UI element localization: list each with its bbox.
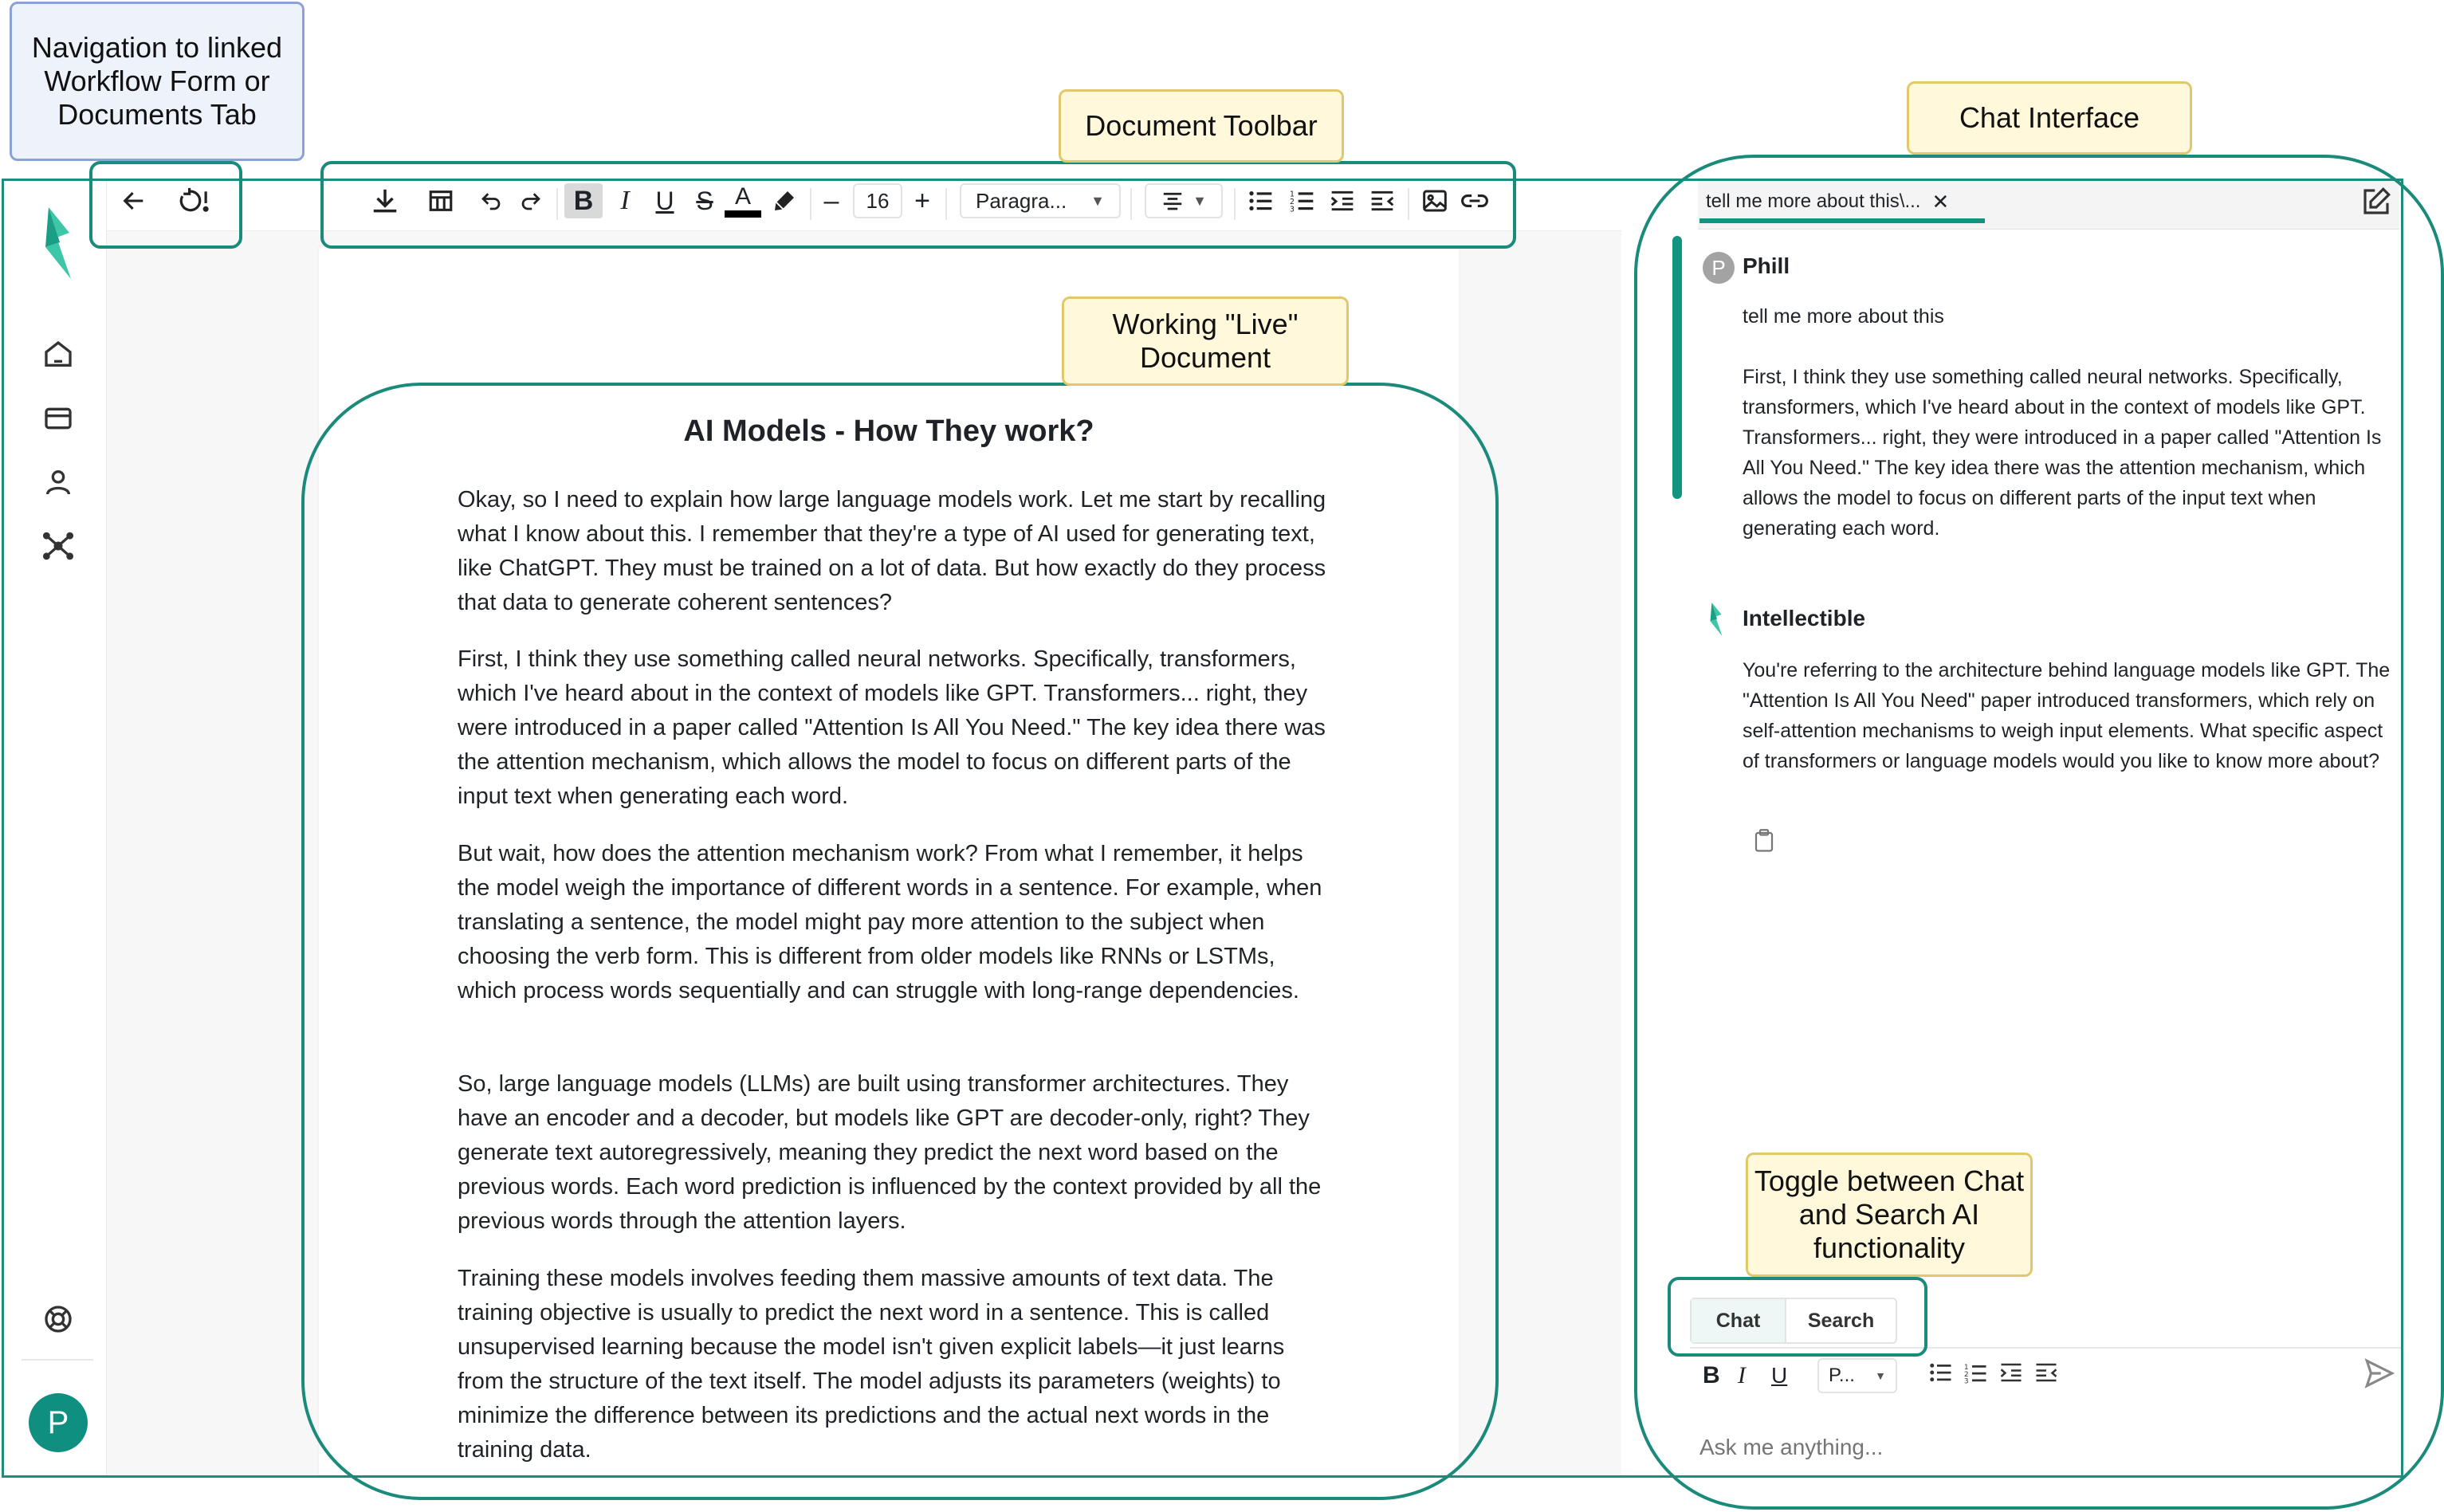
nav-callout: Navigation to linked Workflow Form or Documents Tab: [10, 2, 305, 161]
redo-button[interactable]: [513, 183, 548, 218]
close-icon[interactable]: ✕: [1931, 189, 1950, 214]
toolbar-callout: Document Toolbar: [1059, 89, 1344, 163]
card-icon[interactable]: [36, 396, 81, 441]
chevron-down-icon: ▼: [1090, 192, 1105, 209]
svg-text:3: 3: [1290, 205, 1295, 213]
assistant-logo-icon: [1706, 603, 1728, 638]
composer-italic-button[interactable]: I: [1738, 1362, 1746, 1388]
user-message-line: tell me more about this: [1743, 305, 1944, 328]
outdent-button[interactable]: [1365, 183, 1400, 218]
send-button[interactable]: [2363, 1357, 2399, 1393]
italic-button[interactable]: I: [620, 186, 630, 215]
underline-button[interactable]: U: [655, 186, 674, 215]
composer-bold-button[interactable]: B: [1703, 1362, 1720, 1388]
chevron-down-icon: ▼: [1193, 192, 1207, 209]
highlight-button[interactable]: [767, 183, 802, 218]
toggle-callout: Toggle between Chat and Search AI functionality: [1746, 1153, 2033, 1277]
document-paragraph[interactable]: Training these models involves feeding them massive amounts of text data. The training objective is usually to predict the next word in a sentence. This is called unsupervised learning because the model isn't given explicit labels—it just learns from the structure of the text itself. The model adjusts its parameters (weights) to minimize the difference between its predictions and the actual next words in the training data.: [458, 1266, 1285, 1463]
document-paragraph[interactable]: So, large language models (LLMs) are built using transformer architectures. They have an encoder and a decoder, but models like GPT are decoder-only, right? They generate text autoregressively, meaning they predict the next word based on the previous words. Each word prediction is influenced by the context provided by all the previous words through the attention layers.: [458, 1071, 1322, 1234]
toolbar-divider: [1408, 188, 1409, 220]
composer-underline-button[interactable]: U: [1771, 1363, 1788, 1388]
copy-button[interactable]: [1754, 829, 1778, 854]
left-sidebar: [4, 181, 107, 1475]
document-paragraph[interactable]: But wait, how does the attention mechanism work? From what I remember, it helps the model weigh the importance of different words in a sentence. For example, when translating a sentence, the model might pay more attention to the subject when choosing the verb form. This is different from older models like RNNs or LSTMs, which process words sequentially and can struggle with long-range dependencies.: [458, 841, 1322, 1003]
revert-alert-button[interactable]: [174, 183, 212, 218]
composer-indent-button[interactable]: [1999, 1362, 2028, 1389]
indent-button[interactable]: [1325, 183, 1360, 218]
chat-session-tab[interactable]: [1699, 185, 1985, 223]
composer-outdent-button[interactable]: [2034, 1362, 2063, 1389]
download-button[interactable]: [367, 183, 403, 218]
document-paragraph[interactable]: First, I think they use something called neural networks. Specifically, transformers, which I've heard about in the context of models like GPT. Transformers... right, they were introduced in a paper called "Attention Is All You Need." The key idea there was the attention mechanism, which allows the model to focus on different parts of the input text when generating each word.: [458, 646, 1326, 809]
chat-scrollbar[interactable]: [1672, 236, 1682, 499]
document-title[interactable]: AI Models - How They work?: [683, 414, 1094, 448]
chat-callout: Chat Interface: [1907, 81, 2192, 155]
chat-mode-tab[interactable]: Chat: [1692, 1299, 1785, 1342]
block-style-select[interactable]: [960, 183, 1121, 218]
svg-text:2: 2: [1290, 198, 1295, 206]
numbered-list-button[interactable]: [1285, 183, 1320, 218]
new-chat-button[interactable]: [2360, 185, 2395, 220]
toolbar-divider: [1234, 188, 1236, 220]
table-button[interactable]: [422, 183, 459, 218]
insert-link-button[interactable]: [1457, 183, 1492, 218]
svg-text:1: 1: [1290, 190, 1295, 199]
insert-image-button[interactable]: [1417, 183, 1452, 218]
font-size-input[interactable]: [853, 183, 902, 218]
network-icon[interactable]: [36, 524, 81, 568]
font-size-increase-button[interactable]: +: [914, 185, 930, 216]
assistant-message-name: Intellectible: [1743, 606, 1866, 630]
align-center-icon: [1161, 190, 1185, 211]
mode-toggle: [1690, 1298, 1897, 1344]
toolbar-divider: [556, 188, 558, 220]
strikethrough-button[interactable]: S: [696, 186, 713, 215]
svg-text:3: 3: [1964, 1377, 1969, 1384]
back-button[interactable]: [116, 183, 151, 218]
svg-text:1: 1: [1964, 1364, 1969, 1372]
assistant-message-body: You're referring to the architecture behind language models like GPT. The "Attention Is All You Need" paper introduced transformers, which rely on self-attention mechanisms to weigh input elements. What specific aspect of transformers or language models would you like to know more about?: [1743, 659, 2391, 772]
font-size-value: 16: [866, 188, 890, 213]
text-color-icon: A: [734, 183, 751, 210]
block-style-value: Paragra...: [976, 188, 1067, 213]
avatar-initial: P: [47, 1404, 69, 1440]
user-icon[interactable]: [36, 460, 81, 505]
home-icon[interactable]: [36, 332, 81, 377]
user-message-body: First, I think they use something called neural networks. Specifically, transformers, which I've heard about in the context of models like GPT. Transformers... right, they were introduced in a paper called "Attention Is All You Need." The key idea there was the attention mechanism, which allows the model to focus on different parts of the input text when generating each word.: [1743, 366, 2382, 540]
toolbar-divider: [1130, 188, 1132, 220]
clipboard-icon: [1754, 829, 1774, 853]
user-message-name: Phill: [1743, 253, 1790, 278]
font-size-decrease-button[interactable]: –: [823, 185, 839, 216]
logo-icon[interactable]: [36, 221, 81, 265]
search-mode-tab[interactable]: Search: [1785, 1299, 1896, 1342]
align-select[interactable]: [1145, 183, 1223, 218]
composer-bullet-list-button[interactable]: [1929, 1362, 1958, 1389]
undo-button[interactable]: [473, 183, 509, 218]
chevron-down-icon: ▼: [1875, 1369, 1886, 1382]
live-document-callout: Working "Live" Document: [1062, 297, 1349, 386]
composer-style-value: P...: [1829, 1365, 1855, 1386]
composer-divider: [1690, 1347, 2401, 1349]
send-icon: [2363, 1357, 2396, 1390]
toolbar-divider: [810, 188, 811, 220]
chat-tab-label: tell me more about this\...: [1706, 190, 1921, 212]
support-icon[interactable]: [36, 1297, 81, 1341]
bullet-list-button[interactable]: [1244, 183, 1279, 218]
composer-style-select[interactable]: [1817, 1358, 1897, 1393]
edit-icon: [2360, 185, 2393, 218]
composer-numbered-list-button[interactable]: [1964, 1362, 1993, 1389]
text-color-swatch: [725, 210, 761, 218]
svg-text:2: 2: [1964, 1370, 1969, 1379]
user-message-avatar: [1703, 252, 1735, 284]
chat-input[interactable]: [1698, 1427, 2387, 1468]
user-message-avatar-initial: P: [1711, 255, 1726, 280]
sidebar-divider: [22, 1359, 93, 1361]
toolbar-divider: [945, 188, 947, 220]
document-paragraph[interactable]: Okay, so I need to explain how large language models work. Let me start by recalling what I know about this. I remember that they're a type of AI used for generating text, like ChatGPT. They must be trained on a lot of data. But how exactly do they process that data to generate coherent sentences?: [458, 487, 1326, 615]
text-color-button[interactable]: [724, 183, 762, 218]
user-avatar[interactable]: [29, 1393, 88, 1452]
bold-button[interactable]: B: [564, 183, 603, 218]
